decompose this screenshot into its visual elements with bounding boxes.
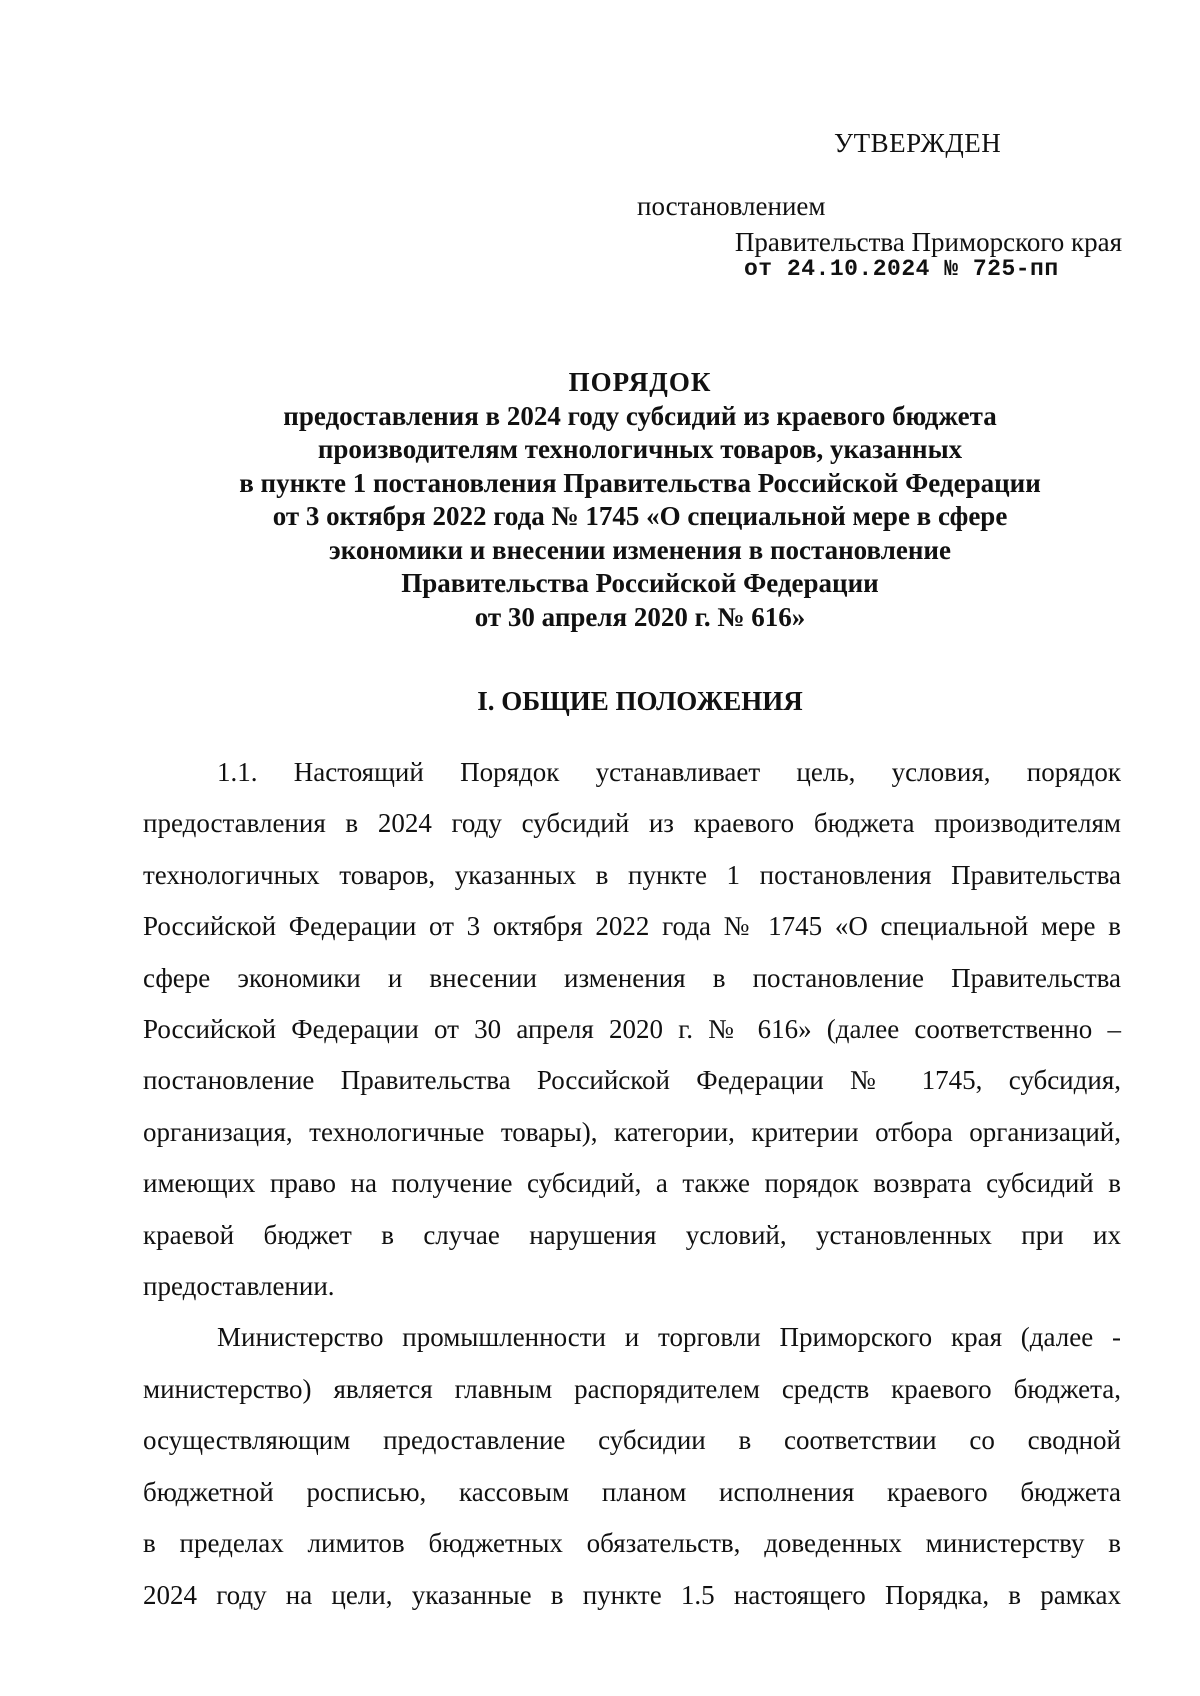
paragraph-line: осуществляющим предоставление субсидии в соответствии со сводной — [143, 1425, 1121, 1456]
paragraph-line: Российской Федерации от 3 октября 2022 года № 1745 «О специальной мере в — [143, 911, 1121, 942]
body-text — [143, 747, 1121, 1621]
paragraph-line: краевой бюджет в случае нарушения условий, установленных при их — [143, 1219, 1121, 1250]
title-line: экономики и внесении изменения в постановление — [329, 534, 951, 565]
paragraph-line: технологичных товаров, указанных в пункте 1 постановления Правительства — [143, 859, 1121, 890]
paragraph-line: сфере экономики и внесении изменения в постановление Правительства — [143, 962, 1121, 993]
paragraph-line: министерство) является главным распорядителем средств краевого бюджета, — [143, 1373, 1121, 1404]
title-line: предоставления в 2024 году субсидий из краевого бюджета — [283, 400, 997, 431]
paragraph-line: 1.1. Настоящий Порядок устанавливает цель, условия, порядок — [217, 757, 1121, 787]
paragraph-line: предоставления в 2024 году субсидий из краевого бюджета производителям — [143, 808, 1121, 839]
approval-date-number: от 24.10.2024 № 725-пп — [744, 256, 1059, 282]
document-title — [120, 366, 1160, 634]
paragraph-line: бюджетной росписью, кассовым планом исполнения краевого бюджета — [143, 1476, 1121, 1507]
title-line: от 3 октября 2022 года № 1745 «О специальной мере в сфере — [272, 501, 1008, 531]
approval-line-1: постановлением — [637, 191, 826, 221]
title-main: ПОРЯДОК — [568, 367, 712, 397]
approval-label: УТВЕРЖДЕН — [834, 128, 1002, 158]
paragraph-line: постановление Правительства Российской Федерации № 1745, субсидия, — [143, 1065, 1121, 1096]
title-line: от 30 апреля 2020 г. № 616» — [474, 601, 806, 632]
paragraph-line: в пределах лимитов бюджетных обязательств, доведенных министерству в — [143, 1528, 1121, 1559]
title-line: в пункте 1 постановления Правительства Российской Федерации — [239, 467, 1041, 498]
approval-block — [522, 188, 1122, 260]
title-line: производителям технологичных товаров, указанных — [317, 434, 963, 464]
section-heading: I. ОБЩИЕ ПОЛОЖЕНИЯ — [477, 686, 803, 716]
paragraph-line: Российской Федерации от 30 апреля 2020 г. № 616» (далее соответственно – — [143, 1014, 1121, 1045]
paragraph-line: Министерство промышленности и торговли Приморского края (далее - — [217, 1322, 1121, 1353]
paragraph-line: имеющих право на получение субсидий, а также порядок возврата субсидий в — [143, 1168, 1121, 1199]
title-line: Правительства Российской Федерации — [401, 568, 879, 598]
paragraph-line: 2024 году на цели, указанные в пункте 1.5 настоящего Порядка, в рамках — [143, 1579, 1121, 1610]
approval-line-2: Правительства Приморского края — [734, 227, 1122, 257]
paragraph-line: организация, технологичные товары), категории, критерии отбора организаций, — [143, 1116, 1121, 1147]
paragraph-line: предоставлении. — [143, 1271, 335, 1302]
